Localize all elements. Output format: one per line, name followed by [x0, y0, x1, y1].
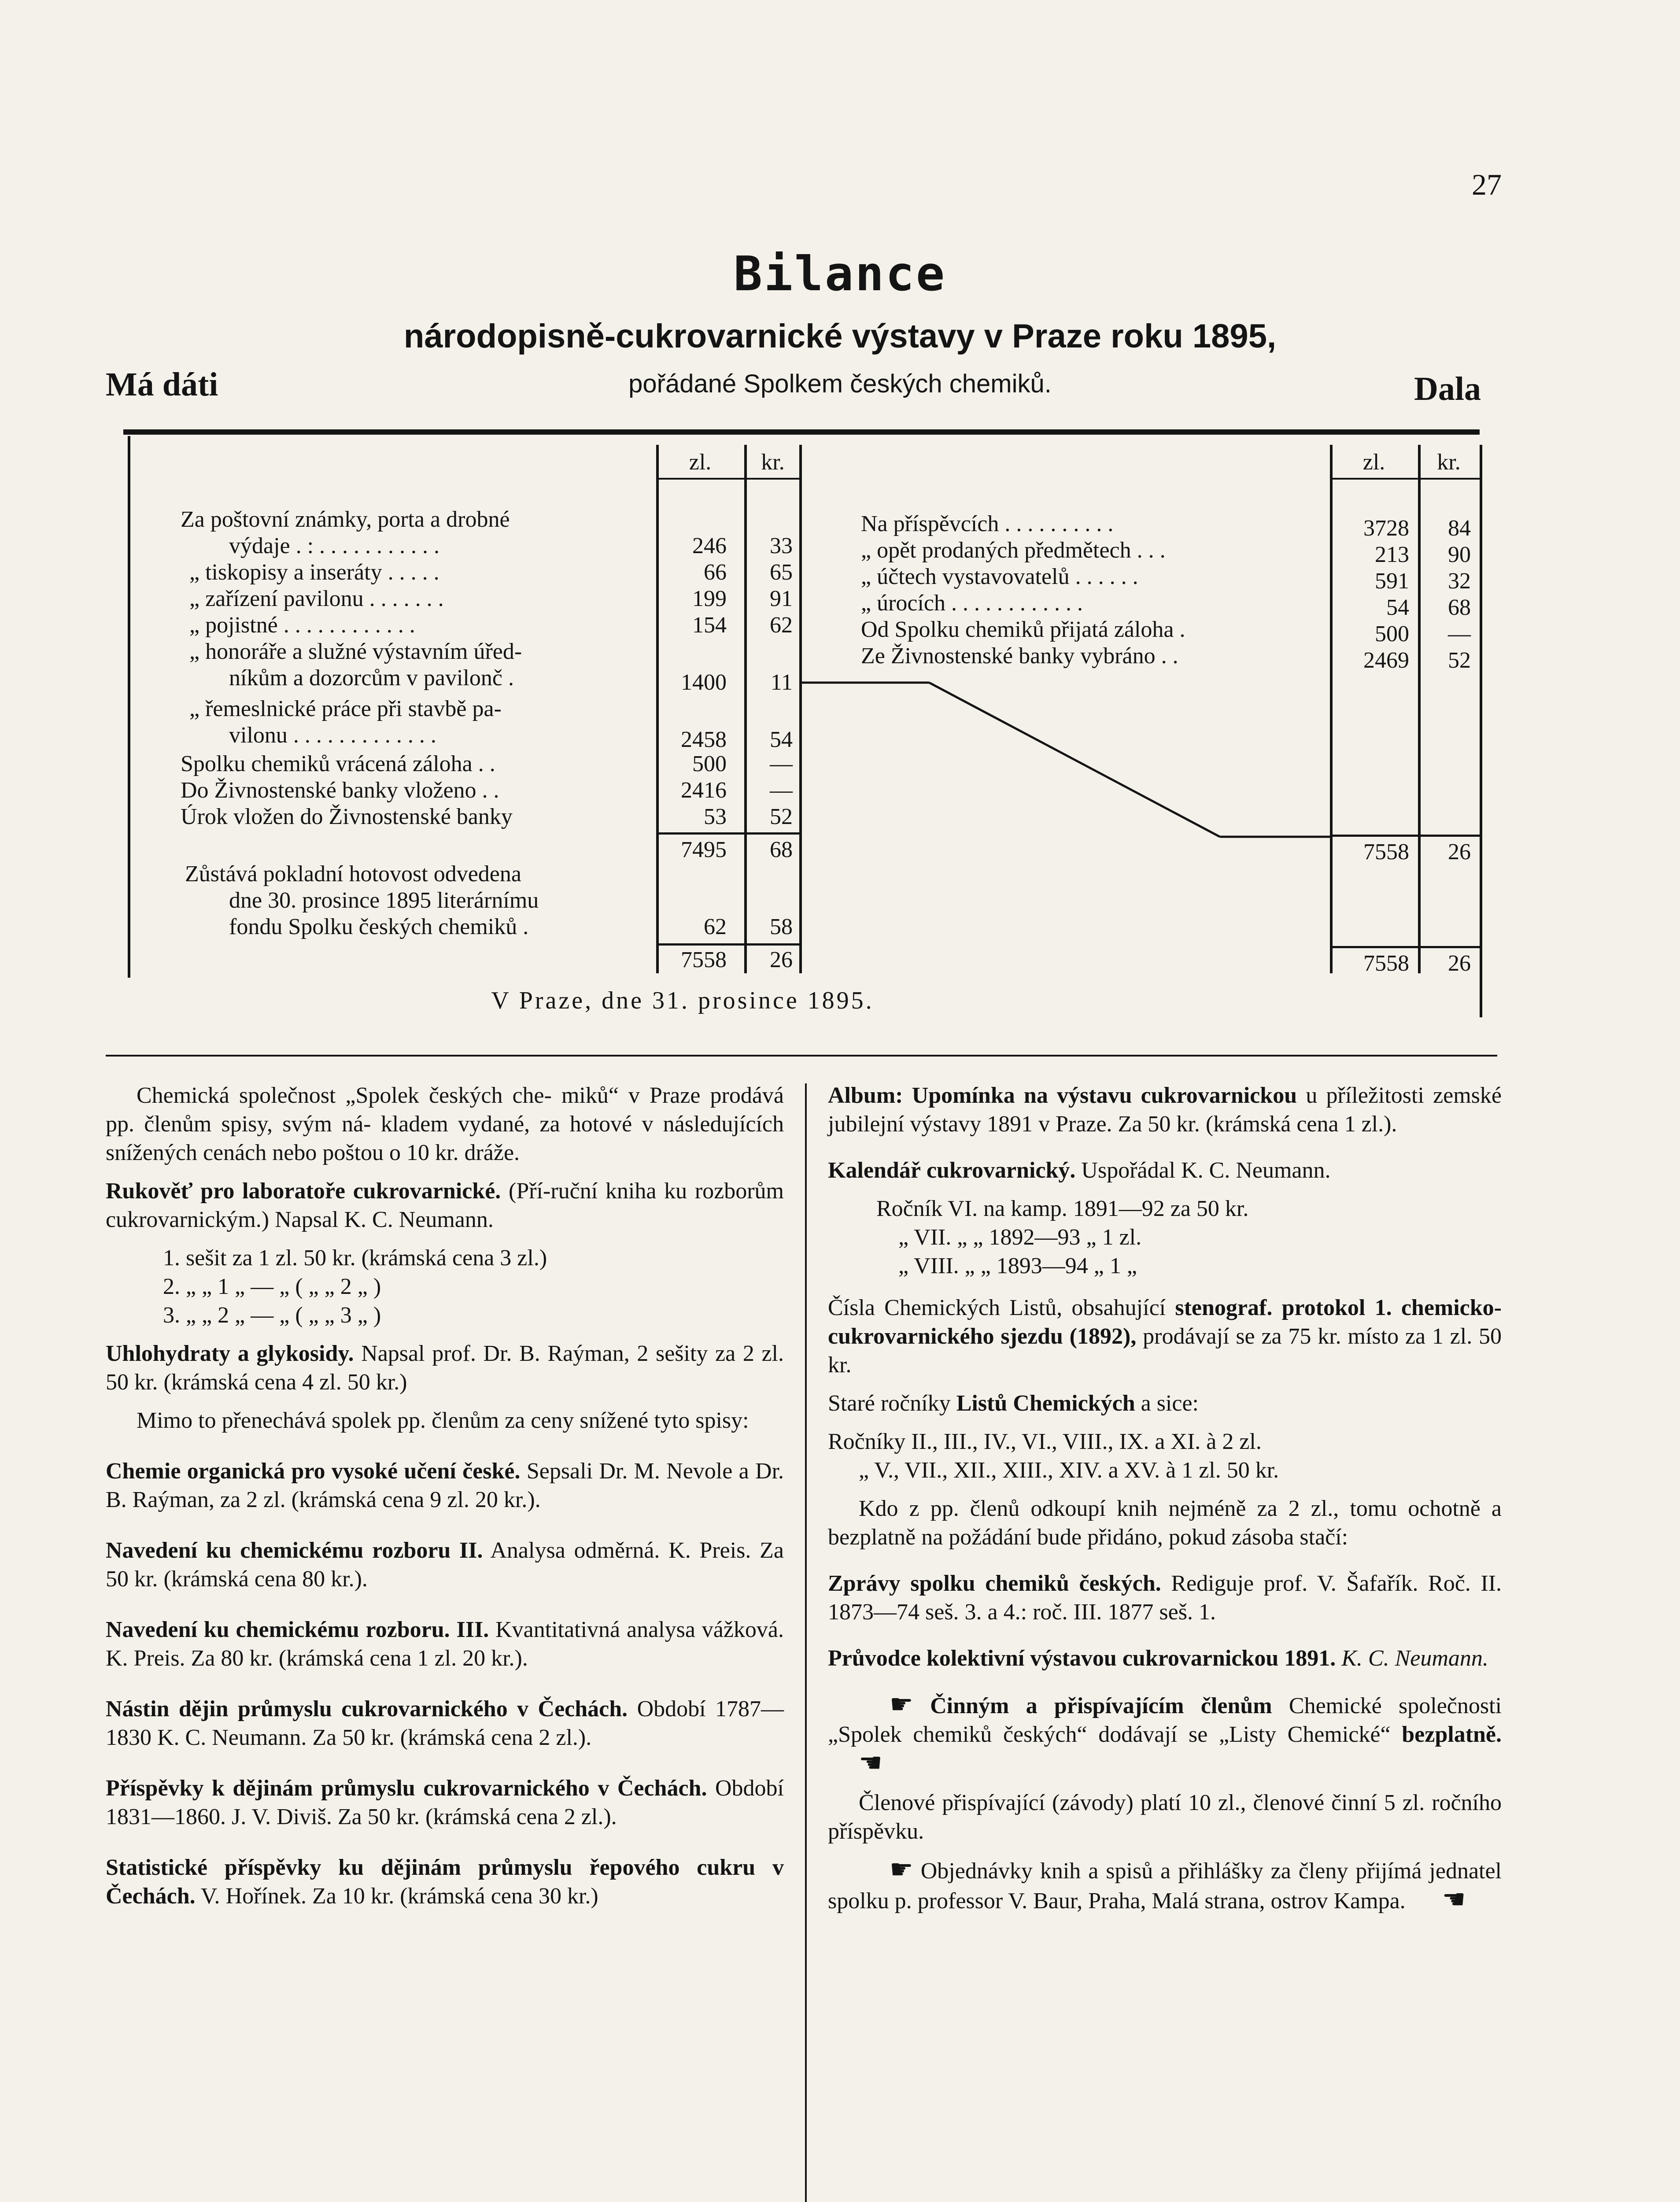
debit-balance-label: fondu Spolku českých chemiků . [229, 914, 529, 939]
rocnik-row: „ VIII. „ „ 1893—94 „ 1 „ [898, 1253, 1137, 1278]
stare-entry: Staré ročníky Listů Chemických a sice: [828, 1391, 1199, 1416]
mimo-paragraph: Mimo to přenechává spolek pp. členům za ceny snížené tyto spisy: [137, 1408, 749, 1433]
dateline: V Praze, dne 31. prosince 1895. [491, 987, 874, 1014]
navedeni2-entry: Navedení ku chemickému rozboru II. Analysa odměrná. K. Preis. Za 50 kr. (krámská cena 80 kr.). [106, 1538, 784, 1592]
debit-row-zl: 2416 [681, 778, 727, 803]
left-column [106, 1081, 784, 1920]
chemie-entry: Chemie organická pro vysoké učení české. Sepsali Dr. M. Nevole a Dr. B. Raýman, za 2 zl. (krámská cena 9 zl. 20 kr.). [106, 1459, 784, 1512]
debit-row-label: výdaje . : . . . . . . . . . . . [229, 533, 440, 558]
credit-subtotal-kr: 26 [1448, 839, 1471, 865]
credit-row-label: „ opět prodaných předmětech . . . [861, 538, 1166, 563]
debit-row-kr: 52 [770, 804, 793, 829]
pointing-hand-icon: ☚ [1442, 1885, 1466, 1914]
credit-row-zl: 3728 [1363, 516, 1409, 541]
statisticke-entry: Statistické příspěvky ku dějinám průmyslu řepového cukru v Čechách. V. Hořínek. Za 10 kr. (krámská cena 30 kr.) [106, 1855, 784, 1909]
debit-row-zl: 2458 [681, 727, 727, 752]
debit-row-zl: 1400 [681, 670, 727, 695]
debit-row-zl: 199 [692, 586, 727, 611]
credit-row-zl: 2469 [1363, 648, 1409, 673]
intro-paragraph: Chemická společnost „Spolek českých che- miků“ v Praze prodává pp. členům spisy, svým ná- kladem vydané, za hotové v následujících snížených cenách nebo poštou o 10 kr. dráže. [106, 1083, 784, 1165]
credit-subtotal-rule [1330, 835, 1482, 837]
debit-total-kr: 26 [770, 947, 793, 972]
credit-row-kr: 52 [1448, 648, 1471, 673]
credit-label: Dala [1414, 370, 1481, 407]
credit-row-kr: 84 [1448, 516, 1471, 541]
sesit-row: 3. „ „ 2 „ — „ ( „ „ 3 „ ) [163, 1303, 381, 1328]
page-title: Bilance [733, 247, 947, 302]
credit-row-label: Ze Živnostenské banky vybráno . . [861, 643, 1178, 669]
debit-subtotal-rule [656, 832, 801, 835]
column-divider [805, 1083, 807, 2202]
debit-row-zl: 53 [704, 804, 727, 829]
debit-balance-zl: 62 [704, 914, 727, 939]
header-rule-debit [656, 478, 801, 480]
debit-row-zl: 500 [692, 751, 727, 776]
debit-zl-header: zl. [689, 450, 712, 475]
credit-row-zl: 500 [1375, 621, 1409, 647]
rocnik-row: „ VII. „ „ 1892—93 „ 1 zl. [898, 1225, 1142, 1250]
debit-row-label: Do Živnostenské banky vloženo . . [181, 778, 499, 803]
debit-row-kr: 33 [770, 533, 793, 558]
debit-row-kr: 54 [770, 727, 793, 752]
debit-row-label: „ pojistné . . . . . . . . . . . . [189, 613, 415, 638]
debit-row-zl: 246 [692, 533, 727, 558]
filler-line [801, 674, 1334, 850]
right-column [828, 1081, 1502, 1925]
debit-row-kr: 91 [770, 586, 793, 611]
credit-row-label: „ účtech vystavovatelů . . . . . . [861, 564, 1138, 589]
kdo-paragraph: Kdo z pp. členů odkoupí knih nejméně za 2 zl., tomu ochotně a bezplatně na požádání bude přidáno, pokud zásoba stačí: [828, 1496, 1502, 1550]
credit-row-kr: — [1448, 621, 1471, 647]
credit-row-label: „ úrocích . . . . . . . . . . . . [861, 591, 1083, 616]
rocniky-row: „ V., VII., XII., XIII., XIV. a XV. à 1 zl. 50 kr. [859, 1458, 1279, 1483]
debit-total-rule [656, 943, 801, 946]
credit-row-kr: 68 [1448, 595, 1471, 620]
pointing-hand-icon: ☛ [890, 1690, 913, 1719]
pointing-hand-icon: ☛ [890, 1855, 913, 1884]
debit-subtotal-zl: 7495 [681, 837, 727, 862]
debit-label: Má dáti [106, 366, 218, 403]
rukovet-entry: Rukověť pro laboratoře cukrovarnické. (Pří-ruční kniha ku rozborům cukrovarnickým.) Napsal K. C. Neumann. [106, 1179, 784, 1232]
debit-zl-divider [656, 445, 659, 973]
credit-row-label: Od Spolku chemiků přijatá záloha . [861, 617, 1185, 642]
debit-row-label: vilonu . . . . . . . . . . . . . [229, 723, 436, 748]
debit-subtotal-kr: 68 [770, 837, 793, 862]
debit-kr-header: kr. [761, 450, 785, 475]
credit-kr-header: kr. [1437, 450, 1461, 475]
table-left-border [128, 436, 130, 978]
debit-total-zl: 7558 [681, 947, 727, 972]
zpravy-entry: Zprávy spolku chemiků českých. Rediguje prof. V. Šafařík. Roč. II. 1873—74 seš. 3. a 4.: roč. III. 1877 seš. 1. [828, 1571, 1502, 1625]
debit-row-label: „ řemeslnické práce při stavbě pa- [189, 696, 502, 721]
nastin-entry: Nástin dějin průmyslu cukrovarnického v Čechách. Období 1787—1830 K. C. Neumann. Za 50 kr. (krámská cena 2 zl.). [106, 1696, 784, 1750]
credit-kr-divider [1418, 445, 1421, 973]
credit-right-divider [1480, 445, 1482, 1017]
credit-total-zl: 7558 [1363, 951, 1409, 976]
uhlohydraty-entry: Uhlohydraty a glykosidy. Napsal prof. Dr. B. Raýman, 2 sešity za 2 zl. 50 kr. (krámská cena 4 zl. 50 kr.) [106, 1341, 784, 1395]
debit-balance-label: dne 30. prosince 1895 literárnímu [229, 888, 539, 913]
debit-row-label: „ tiskopisy a inseráty . . . . . [189, 560, 439, 585]
kalendar-entry: Kalendář cukrovarnický. Uspořádal K. C. Neumann. [828, 1158, 1331, 1183]
album-entry: Album: Upomínka na výstavu cukrovarnickou u příležitosti zemské jubilejní výstavy 1891 v Praze. Za 50 kr. (krámská cena 1 zl.). [828, 1083, 1502, 1137]
credit-row-zl: 54 [1386, 595, 1409, 620]
subtitle: národopisně-cukrovarnické výstavy v Praze roku 1895, [403, 318, 1277, 355]
debit-row-kr: — [770, 778, 793, 803]
debit-row-kr: 11 [770, 670, 793, 695]
credit-total-kr: 26 [1448, 951, 1471, 976]
pruvodce-entry: Průvodce kolektivní výstavou cukrovarnickou 1891. K. C. Neumann. [828, 1646, 1488, 1671]
credit-subtotal-zl: 7558 [1363, 839, 1409, 865]
rocnik-row: Ročník VI. na kamp. 1891—92 za 50 kr. [876, 1196, 1249, 1221]
debit-row-kr: 62 [770, 613, 793, 638]
debit-row-label: Úrok vložen do Živnostenské banky [181, 804, 513, 829]
sesit-row: 1. sešit za 1 zl. 50 kr. (krámská cena 3 zl.) [163, 1245, 547, 1271]
credit-row-label: Na příspěvcích . . . . . . . . . . [861, 511, 1114, 536]
table-top-rule [123, 429, 1480, 435]
objednavky-paragraph: ☛ Objednávky knih a spisů a přihlášky za členy přijímá jednatel spolku p. professor V. Baur, Praha, Malá strana, ostrov Kampa. ☚ [828, 1855, 1502, 1914]
debit-row-label: níkům a dozorcům v pavilonč . [229, 665, 514, 691]
credit-zl-header: zl. [1362, 450, 1385, 475]
debit-balance-label: Zůstává pokladní hotovost odvedena [185, 861, 521, 887]
debit-balance-kr: 58 [770, 914, 793, 939]
clenove-paragraph: Členové přispívající (závody) platí 10 zl., členové činní 5 zl. ročního příspěvku. [828, 1790, 1502, 1844]
page-number: 27 [1472, 168, 1502, 201]
navedeni3-entry: Navedení ku chemickému rozboru. III. Kvantitativná analysa vážková. K. Preis. Za 80 kr. (krámská cena 1 zl. 20 kr.). [106, 1617, 784, 1671]
organizer: pořádané Spolkem českých chemiků. [628, 369, 1052, 398]
credit-row-kr: 90 [1448, 542, 1471, 567]
debit-row-label: Spolku chemiků vrácená záloha . . [181, 751, 495, 776]
credit-row-zl: 213 [1375, 542, 1409, 567]
credit-row-zl: 591 [1375, 569, 1409, 594]
pointing-hand-icon: ☚ [859, 1748, 882, 1777]
debit-row-zl: 154 [692, 613, 727, 638]
debit-kr-divider [744, 445, 747, 973]
cinnym-paragraph: ☛ Činným a přispívajícím členům Chemické společnosti „Spolek chemiků českých“ dodávají se „Listy Chemické“ bezplatně. ☚ [828, 1690, 1502, 1777]
header-rule-credit [1330, 478, 1482, 480]
debit-row-label: Za poštovní známky, porta a drobné [181, 507, 510, 532]
cisla-entry: Čísla Chemických Listů, obsahující stenograf. protokol 1. chemicko-cukrovarnického sjezdu (1892), prodávají se za 75 kr. místo za 1 zl. 50 kr. [828, 1295, 1502, 1378]
debit-row-kr: 65 [770, 560, 793, 585]
sesit-row: 2. „ „ 1 „ — „ ( „ „ 2 „ ) [163, 1274, 381, 1299]
credit-row-kr: 32 [1448, 569, 1471, 594]
credit-total-rule [1330, 946, 1482, 948]
debit-row-zl: 66 [704, 560, 727, 585]
debit-row-label: „ zařízení pavilonu . . . . . . . [189, 586, 444, 611]
rocniky-row: Ročníky II., III., IV., VI., VIII., IX. a XI. à 2 zl. [828, 1429, 1262, 1454]
debit-row-kr: — [770, 751, 793, 776]
debit-row-label: „ honoráře a služné výstavním úřed- [189, 639, 522, 664]
section-rule [106, 1055, 1497, 1057]
prispevky-entry: Příspěvky k dějinám průmyslu cukrovarnického v Čechách. Období 1831—1860. J. V. Diviš. Za 50 kr. (krámská cena 2 zl.). [106, 1776, 784, 1829]
